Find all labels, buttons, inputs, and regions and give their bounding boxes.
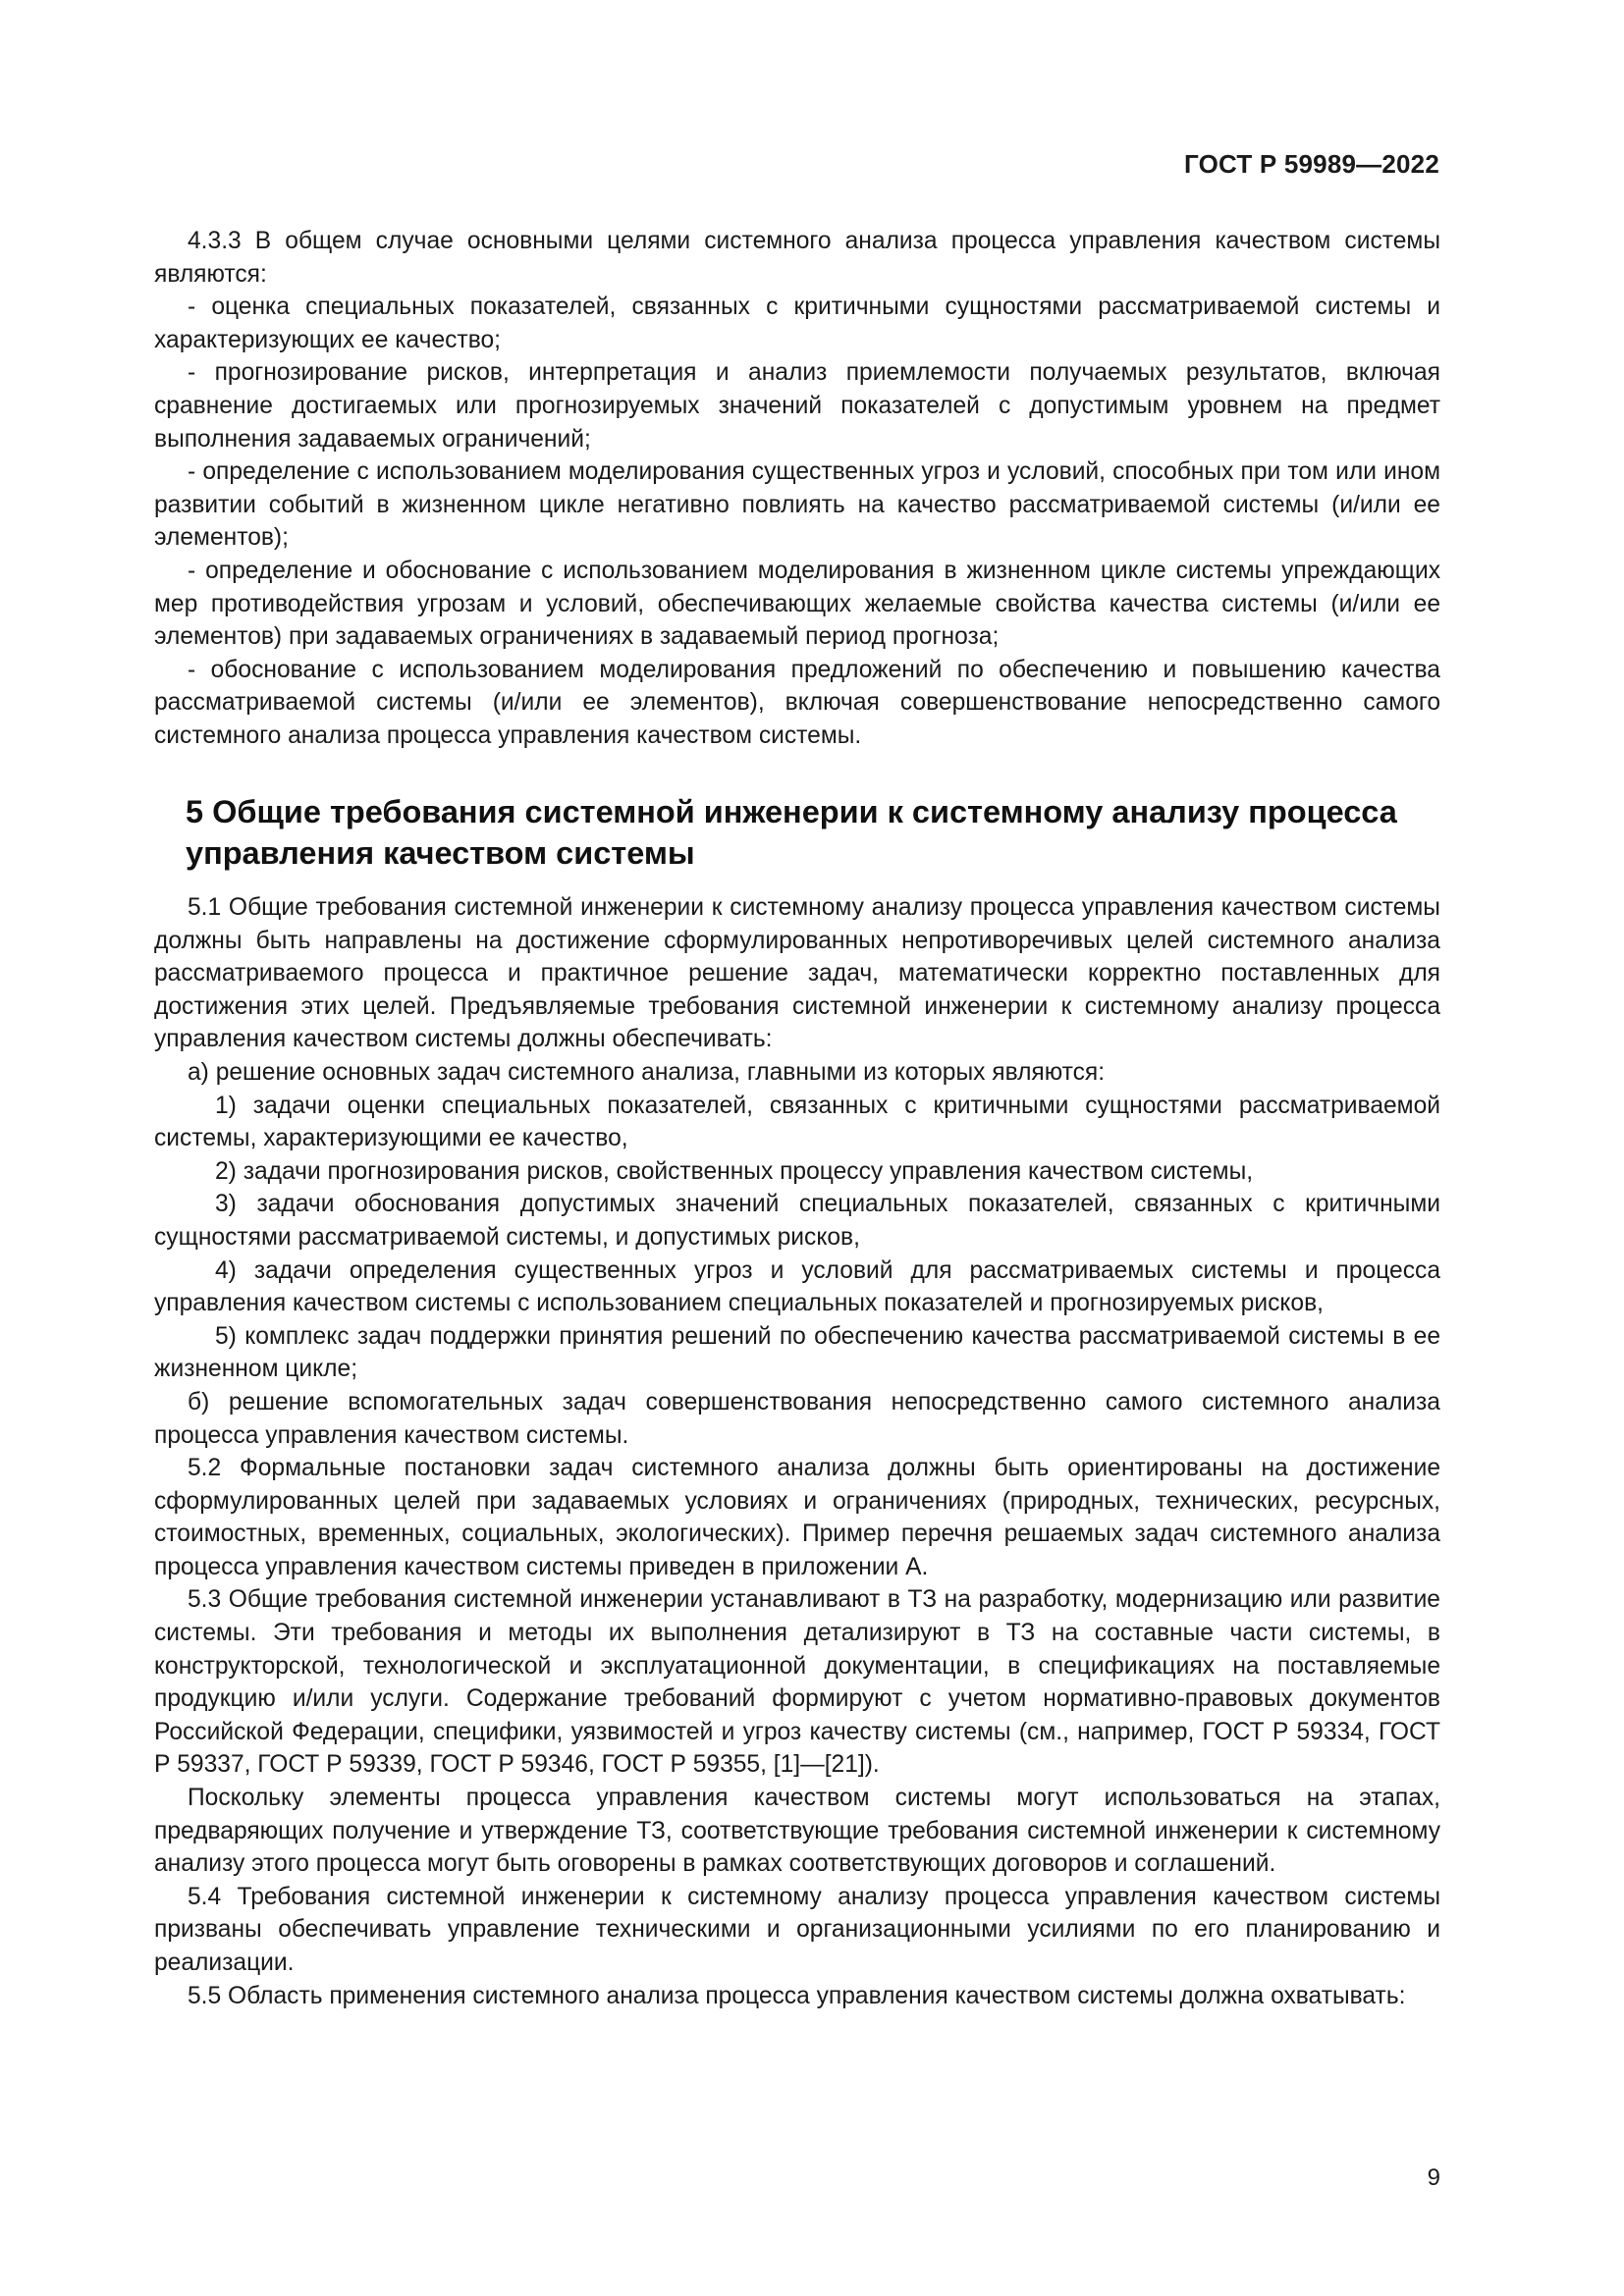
paragraph-5-3-continued: Поскольку элементы процесса управления качеством системы могут использоваться на этапах, предваряющих получение и утверждение ТЗ, соответствующие требования системной инженерии к системному анализу этого процесса могут быть оговорены в рамках соответствующих договоров и соглашений. (154, 1785, 1440, 1878)
list-item-a-4: 4) задачи определения существенных угроз и условий для рассматриваемых системы и процесса управления качеством системы с использованием специальных показателей и прогнозируемых рисков, (154, 1256, 1440, 1317)
page-number: 9 (1427, 2164, 1440, 2191)
paragraph-5-3: 5.3 Общие требования системной инженерии устанавливают в ТЗ на разработку, модернизацию или развитие системы. Эти требования и методы их выполнения детализируют в ТЗ на составные части системы, в конструкторской, технологической и эксплуатационной документации, в спецификациях на поставляемые продукцию и/или услуги. Содержание требований формируют с учетом нормативно-правовых документов Российской Федерации, специфики, уязвимостей и угроз качеству системы (см., например, ГОСТ Р 59334, ГОСТ Р 59337, ГОСТ Р 59339, ГОСТ Р 59346, ГОСТ Р 59355, [1]—[21]). (154, 1586, 1440, 1779)
paragraph-5-2: 5.2 Формальные постановки задач системного анализа должны быть ориентированы на достижение сформулированных целей при задаваемых условиях и ограничениях (природных, технических, ресурсных, стоимостных, временных, социальных, экологических). Пример перечня решаемых задач системного анализа процесса управления качеством системы приведен в приложении А. (154, 1455, 1440, 1580)
list-item-goal-5: - обоснование с использованием моделирования предложений по обеспечению и повышению качества рассматриваемой системы (и/или ее элементов), включая совершенствование непосредственно самого системного анализа процесса управления качеством системы. (154, 656, 1440, 749)
paragraph-5-5: 5.5 Область применения системного анализа процесса управления качеством системы должна охватывать: (188, 1982, 1406, 2009)
list-item-a-2: 2) задачи прогнозирования рисков, свойственных процессу управления качеством системы, (215, 1157, 1254, 1185)
list-item-a-5: 5) комплекс задач поддержки принятия решений по обеспечению качества рассматриваемой системы в ее жизненном цикле; (154, 1322, 1440, 1383)
list-item-a-3: 3) задачи обоснования допустимых значений специальных показателей, связанных с критичными сущностями рассматриваемой системы, и допустимых рисков, (154, 1191, 1440, 1251)
list-item-goal-4: - определение и обоснование с использованием моделирования в жизненном цикле системы упреждающих мер противодействия угрозам и условий, обеспечивающих желаемые свойства качества системы (и/или ее элементов) при задаваемых ограничениях в задаваемый период прогноза; (154, 557, 1440, 651)
list-item-a-1: 1) задачи оценки специальных показателей, связанных с критичными сущностями рассматриваемой системы, характеризующими ее качество, (154, 1092, 1440, 1152)
paragraph-5-1: 5.1 Общие требования системной инженерии к системному анализу процесса управления качеством системы должны быть направлены на достижение сформулированных непротиворечивых целей системного анализа рассматриваемого процесса и практичное решение задач, математически корректно поставленных для достижения этих целей. Предъявляемые требования системной инженерии к системному анализу процесса управления качеством системы должны обеспечивать: (154, 894, 1440, 1053)
paragraph-5-4: 5.4 Требования системной инженерии к системному анализу процесса управления качеством системы призваны обеспечивать управление техническими и организационными усилиями по его планированию и реализации. (154, 1883, 1440, 1976)
list-item-a: а) решение основных задач системного анализа, главными из которых являются: (188, 1058, 1106, 1086)
section-5-heading: 5 Общие требования системной инженерии к системному анализу процесса управления качеством системы (186, 794, 1397, 871)
document-code: ГОСТ Р 59989—2022 (1184, 149, 1439, 179)
paragraph-4-3-3-intro: 4.3.3 В общем случае основными целями системного анализа процесса управления качеством системы являются: (154, 228, 1440, 288)
list-item-goal-2: - прогнозирование рисков, интерпретация и анализ приемлемости получаемых результатов, включая сравнение достигаемых или прогнозируемых значений показателей с допустимым уровнем на предмет выполнения задаваемых ограничений; (154, 359, 1440, 453)
list-item-goal-3: - определение с использованием моделирования существенных угроз и условий, способных при том или ином развитии событий в жизненном цикле негативно повлиять на качество рассматриваемой системы (и/или ее элементов); (154, 458, 1440, 552)
section-5-body (154, 891, 1440, 2012)
list-item-b: б) решение вспомогательных задач совершенствования непосредственно самого системного анализа процесса управления качеством системы. (154, 1388, 1440, 1449)
section-4-3-3 (154, 225, 1440, 753)
list-item-goal-1: - оценка специальных показателей, связанных с критичными сущностями рассматриваемой системы и характеризующих ее качество; (154, 294, 1440, 353)
